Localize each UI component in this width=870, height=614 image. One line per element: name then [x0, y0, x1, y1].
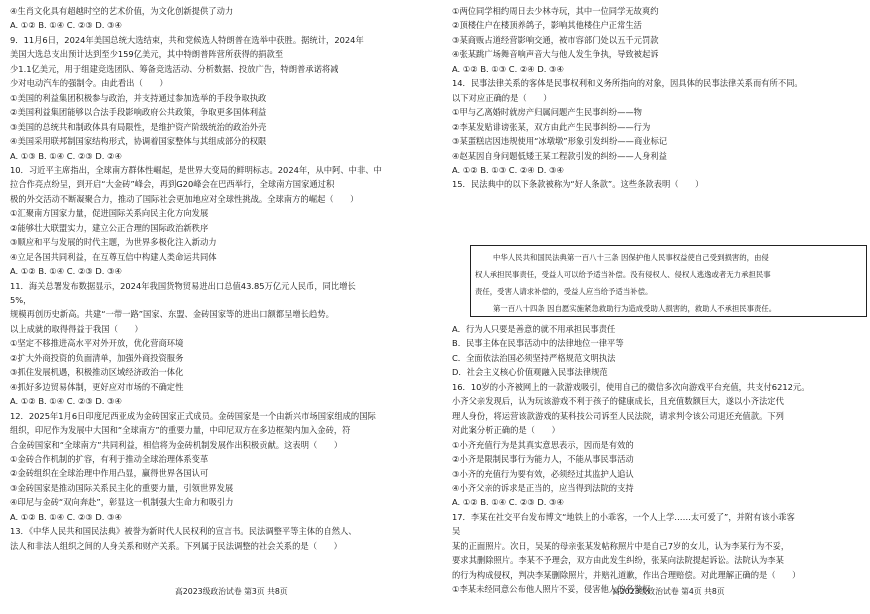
text-line: A. ①② B. ①④ C. ②③ D. ③④	[452, 497, 564, 508]
text-line: ③某商贩占道经营影响交通，被市容部门处以五千元罚款	[452, 34, 659, 45]
text-line: 10．习近平主席指出，全球南方群体性崛起，是世界大变局的鲜明标志。2024年，从中阿、中非、中	[10, 164, 382, 175]
text-line: 的行为构成侵权，判决李某删除照片，并赔礼道歉，作出合理赔偿。对此理解正确的是（ ）	[452, 569, 801, 580]
text-line: 15．民法典中的以下条款被称为“好人条款”。这些条款表明（ ）	[452, 179, 704, 190]
text-line: 13．《中华人民共和国民法典》被誉为新时代人民权利的宣言书。民法调整平等主体的自然人、	[10, 526, 357, 537]
text-line: ④张某跳广场舞音响声音大与他人发生争执，导致被起诉	[452, 49, 659, 60]
text-line: 12．2025年1月6日印度尼西亚成为金砖国家正式成员。金砖国家是一个由新兴市场国家组成的国际	[10, 410, 376, 421]
text-line: ①坚定不移推进高水平对外开放，优化营商环境	[10, 338, 184, 349]
text-line: 理人身份，将运营该款游戏的某科技公司诉至人民法院，请求判令该公司退还充值款。下列	[452, 410, 784, 421]
text-line: 16．10岁的小齐被网上的一款游戏吸引，使用自己的微信多次向游戏平台充值，共支付6212元。	[452, 381, 810, 392]
text-line: ①美国的利益集团积极参与政治，并支持通过参加选举的手段争取执政	[10, 92, 267, 103]
text-line: ④印尼与金砖“双向奔赴”，彰显这一机制强大生命力和吸引力	[10, 497, 234, 508]
text-line: A. ①② B. ①④ C. ②③ D. ③④	[10, 20, 122, 31]
text-line: ②李某发贴诽谤张某，双方由此产生民事纠纷——行为	[452, 121, 651, 132]
quote-line: 责任，受害人请求补偿的，受益人应当给予适当补偿。	[475, 287, 653, 296]
text-line: A. ①② B. ①④ C. ②③ D. ③④	[10, 396, 122, 407]
text-line: 对此案分析正确的是（ ）	[452, 425, 560, 436]
text-line: A. ①② B. ①④ C. ②③ D. ③④	[10, 266, 122, 277]
left-page-footer: 高2023级政治试卷 第3页 共8页	[175, 587, 288, 596]
text-line: ①汇聚南方国家力量，促进国际关系向民主化方向发展	[10, 208, 209, 219]
text-line: 吴	[452, 526, 461, 537]
text-line: 以上成就的取得得益于我国（ ）	[10, 323, 143, 334]
text-line: ④赵某因自身问题低矮王某工程款引发的纠纷——人身利益	[452, 150, 667, 161]
text-line: 法人和非法人组织之间的人身关系和财产关系。下列属于民法调整的社会关系的是（ ）	[10, 540, 342, 551]
text-line: ④立足各国共同利益，在互尊互信中构建人类命运共同体	[10, 251, 217, 262]
text-line: B．民事主体在民事活动中的法律地位一律平等	[452, 338, 624, 349]
text-line: 少对电动汽车的强制令。由此看出（ ）	[10, 78, 168, 89]
text-line: ①两位同学相约周日去少林寺玩，其中一位同学无故爽约	[452, 6, 659, 16]
text-line: 14．民事法律关系的客体是民事权利和义务所指向的对象，因具体的民事法律关系而有所不同。	[452, 78, 803, 89]
civil-code-quote-box	[470, 245, 867, 317]
text-line: A. ①③ B. ①④ C. ②③ D. ②④	[10, 150, 122, 161]
quote-line: 权人承担民事责任，受益人可以给予适当补偿。没有侵权人、侵权人逃逸或者无力承担民事	[475, 270, 771, 279]
text-line: 组织，印尼作为发展中大国和“全球南方”的重要力量，中印尼双方在多边框架内加入金砖，符	[10, 425, 351, 436]
text-line: 规模再创历史新高。共建“一带一路”国家、东盟、金砖国家等的进出口额都呈增长趋势。	[10, 309, 334, 320]
text-line: ④小齐父亲的诉求是正当的，应当得到法院的支持	[452, 482, 634, 493]
text-line: A. ①② B. ①③ C. ②④ D. ③④	[452, 164, 564, 175]
text-line: 要求其删除照片。李某不予理会，双方由此发生纠纷，张某向法院提起诉讼。法院认为李某	[452, 555, 784, 566]
text-line: D．社会主义核心价值观融入民事法律规范	[452, 367, 608, 378]
text-line: ③金砖国家是推动国际关系民主化的重要力量，引领世界发展	[10, 482, 234, 493]
text-line: ②顶楼住户在楼顶养鸽子，影响其他楼住户正常生活	[452, 20, 642, 31]
text-line: ②金砖组织在全球治理中作用凸显，赢得世界各国认可	[10, 468, 209, 479]
text-line: 以下对应正确的是（ ）	[452, 92, 552, 103]
text-line: ③顺应和平与发展的时代主题，为世界多极化注入新动力	[10, 237, 217, 248]
text-line: ③美国的总统共和制政体具有局限性，是维护资产阶级统治的政治外壳	[10, 121, 267, 132]
text-line: ③抓住发展机遇，积极推动区域经济政治一体化	[10, 367, 184, 378]
text-line: 某的正面照片。次日，吴某的母亲张某发帖称照片中是自己7岁的女儿，认为李某行为不妥，	[452, 540, 790, 551]
text-line: ④生肖文化具有超越时空的艺术价值，为文化创新提供了动力	[10, 6, 234, 16]
text-line: ②能够壮大联盟实力，建立公正合理的国际政治新秩序	[10, 222, 209, 233]
text-line: ③某蛋糕店因违规使用“冰墩墩”形象引发纠纷——商业标记	[452, 136, 668, 147]
text-line: 少1.1亿美元，用于组建竞选团队、筹备竞选活动、分析数据、投放广告，特朗普承诺将减	[10, 63, 339, 74]
text-line: 小齐父亲发现后，认为玩该游戏不利于孩子的健康成长，且充值数额巨大，遂以小齐法定代	[452, 396, 784, 407]
quote-line: 第一百八十四条 因自愿实施紧急救助行为造成受助人损害的，救助人不承担民事责任。	[493, 304, 777, 313]
text-line: 5%，	[10, 295, 32, 305]
text-line: ②美国利益集团能够以合法手段影响政府公共政策，争取更多国体利益	[10, 107, 267, 118]
text-line: 9．11月6日，2024年美国总统大选结束，共和党候选人特朗普在选举中获胜。据统计，2024年	[10, 34, 364, 45]
text-line: 极的外交活动不断凝聚合力，推动了国际社会更加地应对全球性挑战。全球南方的崛起（ ）	[10, 193, 359, 204]
text-line: ④抓好多边贸易体制，更好应对市场的不确定性	[10, 381, 184, 392]
text-line: A．行为人只要是善意的就不用承担民事责任	[452, 324, 616, 334]
text-line: 17．李某在社交平台发布博文“地铁上的小乖客，一个人上学……太可爱了”，并附有该小乖客	[452, 511, 795, 522]
text-line: 拉合作亮点纷呈，到开启“大金砖”峰会，再到G20峰会在巴西举行，全球南方国家通过积	[10, 179, 335, 190]
right-page-footer: 高2023级政治试卷 第4页 共8页	[612, 587, 725, 596]
text-line: ②小齐是限制民事行为能力人，不能从事民事活动	[452, 454, 634, 465]
text-line: ②扩大外商投资的负面清单，加强外商投资服务	[10, 352, 184, 363]
text-line: C．全面依法治国必须坚持严格规范文明执法	[452, 352, 616, 363]
text-line: ④美国采用联邦制国家结构形式，协调着国家整体与其组成部分的权限	[10, 136, 267, 147]
text-line: 11．海关总署发布数据显示，2024年我国货物贸易进出口总值43.85万亿元人民币，同比增长	[10, 280, 356, 291]
text-line: ①金砖合作机制的扩容，有利于推动全球治理体系变革	[10, 453, 209, 464]
text-line: ①小齐充值行为是其真实意思表示，因而是有效的	[452, 439, 634, 450]
text-line: ①李某未经同意公布他人照片不妥，侵害他人的名誉权	[452, 584, 651, 595]
text-line: 合金砖国家和“全球南方”共同利益，相信将为金砖机制发展作出积极贡献。这表明（ ）	[10, 439, 343, 450]
text-line: ③小齐的充值行为要有效，必须经过其监护人追认	[452, 468, 634, 479]
text-line: 美国大选总支出预计达到至少159亿美元，其中特朗普阵营所获得的捐款至	[10, 49, 284, 60]
quote-line: 中华人民共和国民法典第一百八十三条 因保护他人民事权益使自己受到损害的，由侵	[493, 253, 769, 262]
text-line: ①甲与乙离婚时就房产归属问题产生民事纠纷——物	[452, 107, 642, 118]
text-line: A. ①② B. ①③ C. ②④ D. ③④	[452, 63, 564, 74]
text-line: A. ①② B. ①④ C. ②③ D. ③④	[10, 511, 122, 522]
